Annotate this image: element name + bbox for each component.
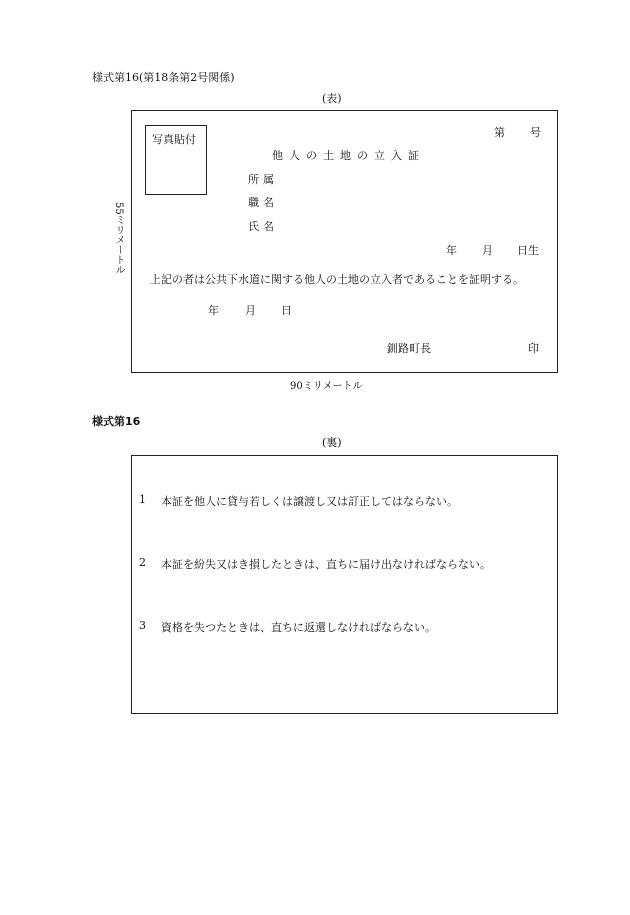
birth-year: 年 [446,244,457,257]
photo-label: 写真貼付 [152,133,196,146]
certify-text: 上記の者は公共下水道に関する他人の土地の立入者であることを証明する。 [150,273,524,286]
back-form-title: 様式第16 [92,415,141,428]
issuer: 釧路町長 [387,342,431,355]
date-year: 年 [208,304,219,317]
photo-box [145,125,207,195]
field-title: 職名 [248,196,278,209]
number-go: 号 [530,126,541,139]
rule-text: 本証を他人に貸与若しくは譲渡し又は訂正してはならない。 [161,495,458,508]
date-month: 月 [245,304,256,317]
rule-text: 資格を失つたときは、直ちに返還しなければならない。 [161,621,436,634]
rule-text: 本証を紛失又はき損したときは、直ちに届け出なければならない。 [161,558,491,571]
form-title: 様式第16(第18条第2号関係) [92,71,235,84]
rule-number: 3 [139,619,146,632]
front-side-label: (表) [322,92,342,105]
card-title: 他人の土地の立入証 [272,149,425,162]
field-affiliation: 所属 [248,173,278,186]
date-day: 日 [281,304,292,317]
width-dimension-label: 90ミリメートル [290,381,363,392]
rule-number: 2 [139,556,146,569]
height-dimension-label: 55ミリメートル [113,202,124,275]
seal: 印 [528,342,539,355]
rule-number: 1 [139,493,146,506]
birth-month: 月 [482,244,493,257]
birth-day: 日生 [517,244,539,257]
back-side-label: (裏) [322,436,342,449]
field-name: 氏名 [248,220,278,233]
number-dai: 第 [494,126,505,139]
